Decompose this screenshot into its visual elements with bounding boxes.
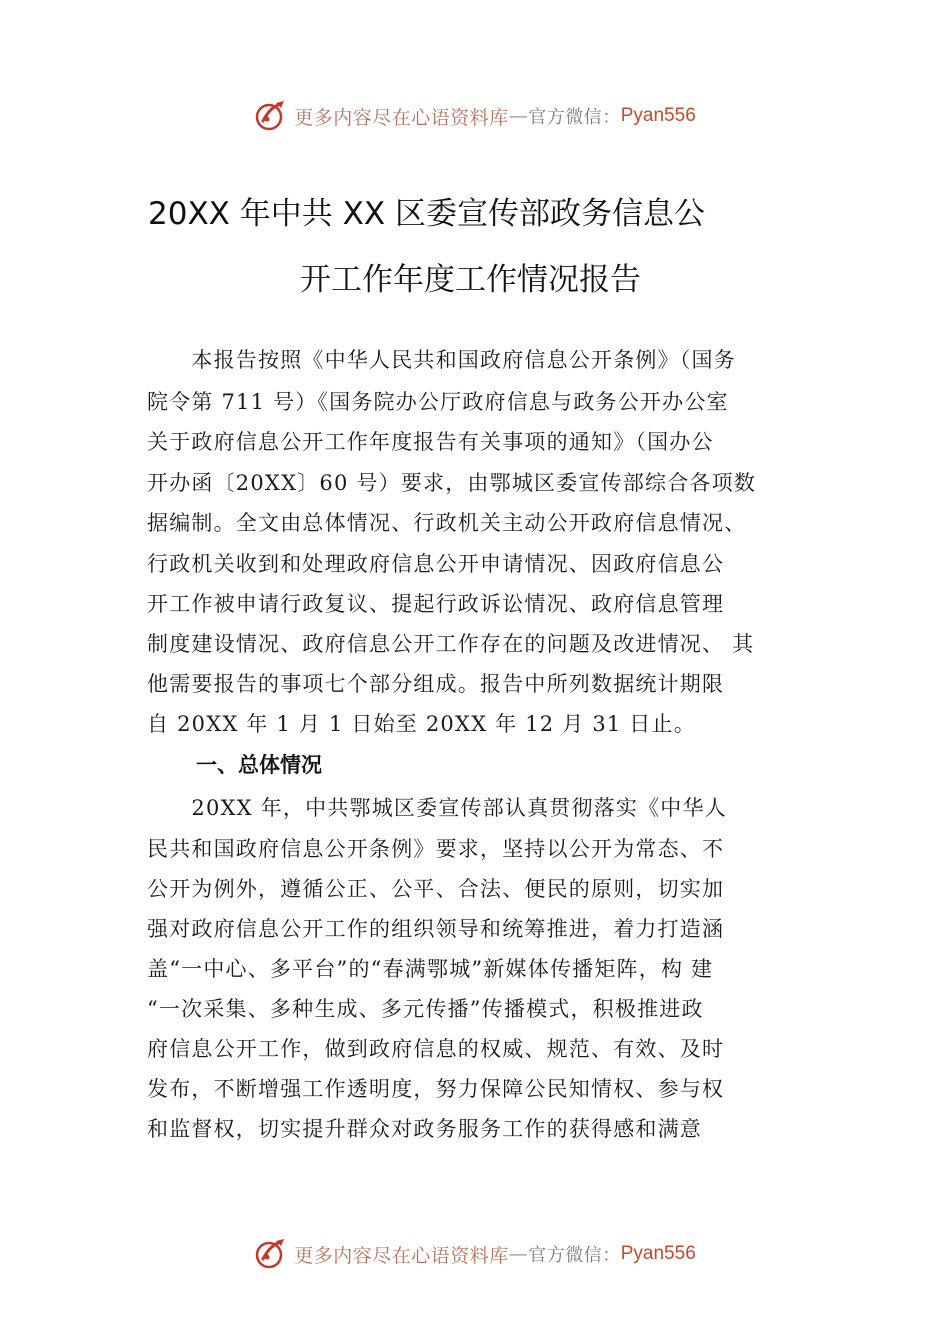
watermark-label: 官方微信： — [528, 1245, 621, 1266]
watermark-wechat-id: Pyan556 — [620, 1243, 696, 1264]
footer-watermark — [0, 1234, 950, 1274]
paragraph-1-line: 据编制。全文由总体情况、行政机关主动公开政府信息情况、 — [147, 511, 747, 535]
watermark-brand: 更多内容尽在心语资料库 — [294, 106, 509, 129]
pen-logo-icon — [254, 99, 288, 133]
paragraph-1-line: 制度建设情况、政府信息公开工作存在的问题及改进情况、 其 — [147, 632, 755, 656]
paragraph-1-line: 院令第 711 号）《国务院办公厅政府信息与政务公开办公室 — [147, 390, 729, 414]
paragraph-2-line: 强对政府信息公开工作的组织领导和统筹推进，着力打造涵 — [147, 917, 725, 941]
document-title-line-2: 开工作年度工作情况报告 — [300, 262, 641, 298]
watermark-separator: — — [508, 1243, 529, 1265]
header-watermark — [0, 96, 950, 136]
paragraph-2-line: 20XX 年，中共鄂城区委宣传部认真贯彻落实《中华人 — [147, 796, 727, 820]
watermark-label: 官方微信： — [528, 107, 621, 128]
paragraph-1-line: 关于政府信息公开工作年度报告有关事项的通知》（国办公 — [147, 430, 714, 454]
paragraph-2-line: 公开为例外，遵循公正、公平、合法、便民的原则，切实加 — [147, 877, 725, 901]
paragraph-2-line: 盖“一中心、多平台”的“春满鄂城”新媒体传播矩阵，构 建 — [147, 957, 714, 981]
paragraph-2-line: 发布，不断增强工作透明度，努力保障公民知情权、参与权 — [147, 1077, 725, 1101]
paragraph-2-line: 民共和国政府信息公开条例》要求，坚持以公开为常态、不 — [147, 837, 725, 861]
watermark-wechat-id: Pyan556 — [620, 105, 696, 126]
paragraph-2-line: 和监督权，切实提升群众对政务服务工作的获得感和满意 — [147, 1117, 702, 1141]
paragraph-2-line: “一次采集、多种生成、多元传播”传播模式，积极推进政 — [147, 997, 704, 1021]
watermark-separator: — — [508, 105, 529, 127]
section-heading-overview: 一、总体情况 — [196, 753, 322, 777]
paragraph-1-line: 开工作被申请行政复议、提起行政诉讼情况、政府信息管理 — [147, 592, 725, 616]
paragraph-1-line: 自 20XX 年 1 月 1 日始至 20XX 年 12 月 31 日止。 — [147, 712, 696, 736]
paragraph-1-line: 行政机关收到和处理政府信息公开申请情况、因政府信息公 — [147, 552, 725, 576]
paragraph-1-line: 开办函〔20XX〕60 号）要求，由鄂城区委宣传部综合各项数 — [147, 471, 757, 495]
document-title-line-1: 20XX 年中共 XX 区委宣传部政务信息公 — [148, 196, 705, 232]
paragraph-1-line: 本报告按照《中华人民共和国政府信息公开条例》（国务 — [147, 348, 736, 372]
pen-logo-icon — [254, 1237, 288, 1271]
paragraph-2-line: 府信息公开工作，做到政府信息的权威、规范、有效、及时 — [147, 1037, 725, 1061]
paragraph-1-line: 他需要报告的事项七个部分组成。报告中所列数据统计期限 — [147, 672, 725, 696]
watermark-brand: 更多内容尽在心语资料库 — [294, 1244, 509, 1267]
